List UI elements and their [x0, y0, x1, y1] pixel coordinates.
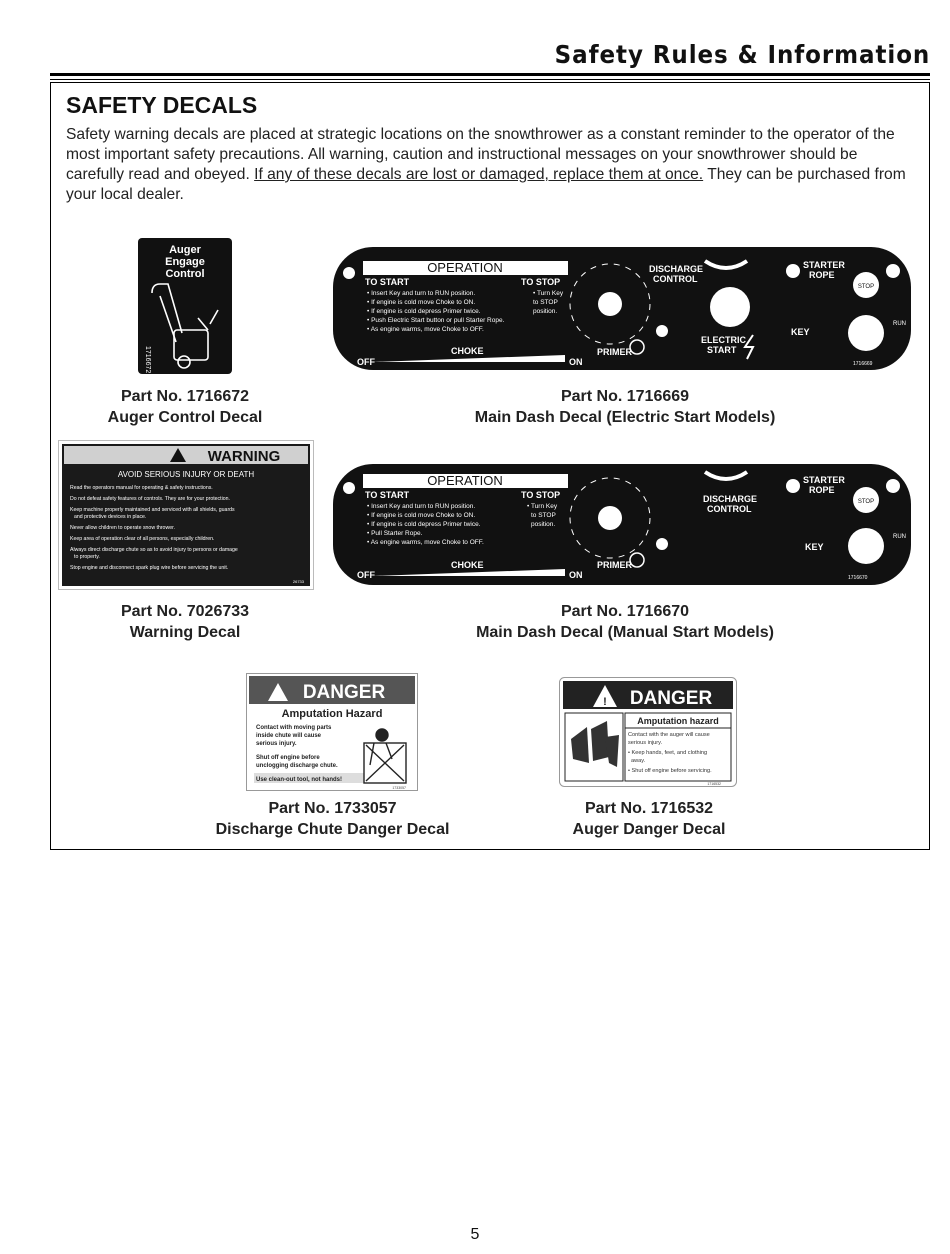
- header-rule-thin: [50, 79, 930, 80]
- warning-decal: [58, 440, 314, 590]
- man-discharge: DISCHARGE: [703, 494, 758, 504]
- man-stop-1: • Turn Key: [527, 503, 558, 510]
- elec-choke: CHOKE: [451, 346, 484, 356]
- auger-danger-code: 1716532: [707, 782, 721, 786]
- svg-text:!: !: [603, 696, 607, 708]
- elec-step-1: • Insert Key and turn to RUN position.: [367, 290, 476, 297]
- chute-line-4: Shut off engine before: [256, 755, 320, 761]
- man-key: KEY: [805, 542, 824, 552]
- elec-to-start: TO START: [365, 277, 410, 287]
- auger-line-2: Engage: [165, 256, 205, 268]
- warning-subtitle: AVOID SERIOUS INJURY OR DEATH: [117, 470, 255, 479]
- auger-danger-banner: DANGER: [629, 688, 713, 709]
- elec-step-4: • Push Electric Start button or pull Starter Rope.: [367, 317, 505, 324]
- auger-danger-line-5: • Shut off engine before servicing.: [628, 768, 712, 774]
- elec-to-stop: TO STOP: [521, 277, 561, 287]
- elec-rope: ROPE: [809, 270, 835, 280]
- elec-key: KEY: [791, 327, 810, 337]
- chute-danger-decal: [246, 673, 418, 791]
- intro-paragraph: [66, 125, 916, 205]
- man-starter: STARTER: [803, 475, 845, 485]
- elec-stop: STOP: [857, 284, 875, 290]
- elec-operation: OPERATION: [427, 260, 503, 275]
- warning-item-1: Read the operators manual for operating & safety instructions.: [70, 485, 213, 491]
- auger-control-caption: [95, 386, 275, 428]
- elec-electric: ELECTRIC: [701, 335, 746, 345]
- elec-stop-2: to STOP: [533, 299, 558, 306]
- elec-step-3: • If engine is cold depress Primer twice.: [367, 308, 481, 315]
- chute-danger-name: Discharge Chute Danger Decal: [215, 821, 450, 838]
- elec-step-5: • As engine warms, move Choke to OFF.: [367, 326, 484, 333]
- elec-step-2: • If engine is cold move Choke to ON.: [367, 299, 476, 306]
- man-stop-3: position.: [531, 521, 556, 528]
- warning-name: Warning Decal: [129, 624, 241, 641]
- man-step-2: • If engine is cold move Choke to ON.: [367, 512, 476, 519]
- man-to-stop: TO STOP: [521, 490, 561, 500]
- chute-hazard: Amputation Hazard: [281, 708, 383, 720]
- elec-starter: STARTER: [803, 260, 845, 270]
- man-code: 1716670: [848, 575, 868, 581]
- warning-item-8: to property.: [74, 554, 100, 560]
- auger-danger-hazard: Amputation hazard: [637, 716, 719, 726]
- elec-on: ON: [569, 357, 583, 367]
- auger-control-part: Part No. 1716672: [120, 388, 250, 405]
- warning-item-5: Never allow children to operate snow thrower.: [70, 525, 175, 531]
- warning-code: 26733: [292, 579, 304, 584]
- auger-danger-line-4: away.: [631, 758, 646, 764]
- man-rope: ROPE: [809, 485, 835, 495]
- chute-line-3: serious injury.: [256, 741, 297, 747]
- man-step-1: • Insert Key and turn to RUN position.: [367, 503, 476, 510]
- auger-danger-line-2: serious injury.: [628, 740, 663, 746]
- warning-item-7: Always direct discharge chute so as to avoid injury to persons or damage: [70, 547, 238, 553]
- dash-manual-caption: [440, 601, 810, 643]
- man-off: OFF: [357, 570, 375, 580]
- page-header-title: Safety Rules & Information: [554, 40, 930, 69]
- man-step-3: • If engine is cold depress Primer twice.: [367, 521, 481, 528]
- elec-discharge: DISCHARGE: [649, 264, 704, 274]
- man-control: CONTROL: [707, 504, 752, 514]
- man-operation: OPERATION: [427, 473, 503, 488]
- dash-decal-electric: [333, 247, 911, 370]
- chute-code: 1733057: [392, 786, 406, 790]
- man-to-start: TO START: [365, 490, 410, 500]
- man-stop-2: to STOP: [531, 512, 556, 519]
- auger-line-1: Auger: [169, 244, 201, 256]
- man-run: RUN: [893, 534, 906, 540]
- warning-item-6: Keep area of operation clear of all persons, especially children.: [70, 536, 215, 542]
- warning-item-3: Keep machine properly maintained and serviced with all shields, guards: [70, 507, 235, 513]
- elec-code: 1716669: [853, 361, 873, 367]
- dash-manual-name: Main Dash Decal (Manual Start Models): [476, 624, 774, 641]
- chute-tool: Use clean-out tool, not hands!: [256, 777, 343, 783]
- auger-danger-decal: [559, 677, 737, 787]
- auger-control-decal: [138, 238, 232, 374]
- warning-item-4: and protective devices in place.: [74, 514, 147, 520]
- warning-item-2: Do not defeat safety features of controls. They are for your protection.: [70, 496, 230, 502]
- auger-decal-code: 1716672: [144, 346, 151, 374]
- auger-danger-caption: [540, 798, 758, 840]
- man-step-4: • Pull Starter Rope.: [367, 530, 423, 537]
- intro-text: Safety warning decals are placed at strategic locations on the snowthrower as a constant reminder to the operator of the most important safety precautions. All warning, caution and instructional messages on your snowthrower should be carefully read and obeyed.: [66, 126, 895, 183]
- chute-line-5: unclogging discharge chute.: [256, 763, 338, 769]
- elec-off: OFF: [357, 357, 375, 367]
- man-step-5: • As engine warms, move Choke to OFF.: [367, 539, 484, 546]
- auger-danger-line-3: • Keep hands, feet, and clothing: [628, 750, 708, 756]
- elec-run: RUN: [893, 321, 906, 327]
- chute-danger-caption: [180, 798, 485, 840]
- auger-danger-part: Part No. 1716532: [584, 800, 714, 817]
- man-on: ON: [569, 570, 583, 580]
- dash-electric-caption: [440, 386, 810, 428]
- chute-line-1: Contact with moving parts: [256, 725, 332, 731]
- chute-banner: DANGER: [302, 682, 386, 703]
- dash-decal-manual: [333, 464, 911, 585]
- intro-underlined-text: If any of these decals are lost or damaged, replace them at once.: [254, 166, 704, 183]
- warning-banner: WARNING: [207, 448, 281, 465]
- header-rule: [50, 73, 930, 76]
- warning-caption: [95, 601, 275, 643]
- elec-stop-3: position.: [533, 308, 558, 315]
- man-stop: STOP: [857, 499, 875, 505]
- chute-danger-part: Part No. 1733057: [268, 800, 397, 817]
- intro-text-end: They can be purchased from your local dealer.: [66, 166, 906, 203]
- section-title: SAFETY DECALS: [66, 92, 258, 118]
- auger-danger-name: Auger Danger Decal: [572, 821, 726, 838]
- elec-primer: PRIMER: [597, 347, 633, 357]
- auger-danger-line-1: Contact with the auger will cause: [628, 732, 710, 738]
- man-choke: CHOKE: [451, 560, 484, 570]
- elec-start: START: [707, 345, 737, 355]
- page-number: 5: [470, 1226, 480, 1243]
- auger-control-name: Auger Control Decal: [107, 409, 263, 426]
- dash-electric-part: Part No. 1716669: [560, 388, 690, 405]
- warning-part: Part No. 7026733: [120, 603, 250, 620]
- man-primer: PRIMER: [597, 560, 633, 570]
- elec-control: CONTROL: [653, 274, 698, 284]
- chute-line-2: inside chute will cause: [256, 733, 322, 739]
- dash-manual-part: Part No. 1716670: [560, 603, 690, 620]
- elec-stop-1: • Turn Key: [533, 290, 564, 297]
- auger-line-3: Control: [165, 268, 205, 280]
- warning-item-9: Stop engine and disconnect spark plug wire before servicing the unit.: [70, 565, 229, 571]
- dash-electric-name: Main Dash Decal (Electric Start Models): [474, 409, 776, 426]
